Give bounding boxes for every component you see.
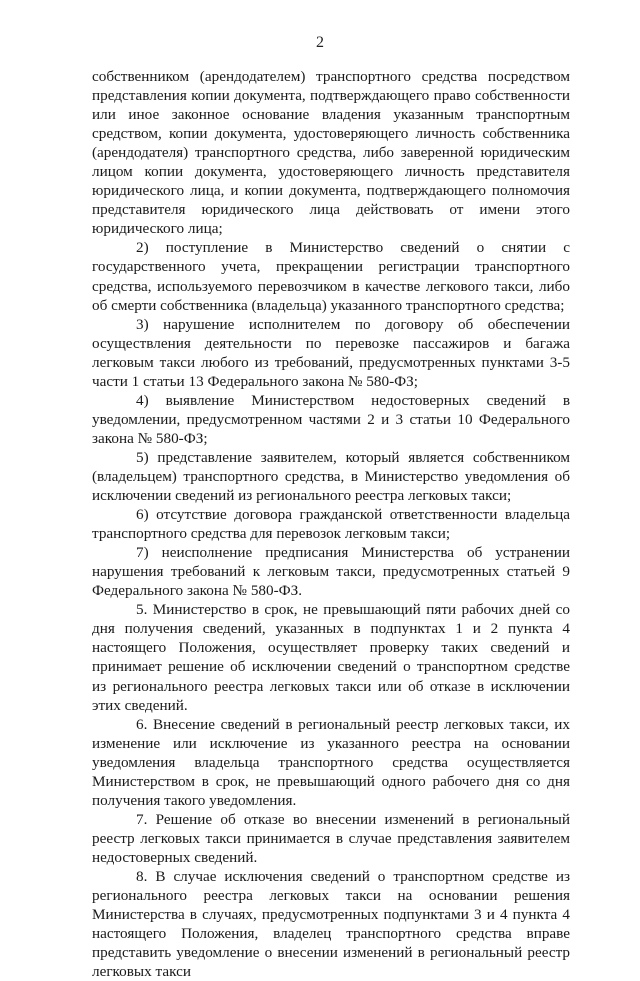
- document-body: [92, 67, 570, 981]
- paragraph-item-4: 4) выявление Министерством недостоверных сведений в уведомлении, предусмотренном частями 2 и 3 статьи 10 Федерального закона № 580-ФЗ;: [92, 391, 570, 447]
- paragraph-continuation: собственником (арендодателем) транспортного средства посредством представления копии документа, подтверждающего право собственности или иное законное основание владения указанным транспортным средством, копии документа, удостоверяющего личность собственника (арендодателя) транспортного средства, либо заверенной юридическим лицом копии документа, удостоверяющего личность представителя юридического лица, и копии документа, подтверждающего полномочия представителя юридического лица действовать от имени этого юридического лица;: [92, 68, 570, 238]
- paragraph-clause-5: 5. Министерство в срок, не превышающий пяти рабочих дней со дня получения сведений, указанных в подпунктах 1 и 2 пункта 4 настоящего Положения, осуществляет проверку таких сведений и принимает решение об исключении сведений о транспортном средстве из регионального реестра легковых такси или об отказе в исключении этих сведений.: [92, 601, 570, 714]
- paragraph-clause-6: 6. Внесение сведений в региональный реестр легковых такси, их изменение или исключение из указанного реестра на основании уведомления владельца транспортного средства осуществляется Министерством в срок, не превышающий одного рабочего дня со дня получения такого уведомления.: [92, 715, 570, 809]
- paragraph-item-5: 5) представление заявителем, который является собственником (владельцем) транспортного средства, в Министерство уведомления об исключении сведений из регионального реестра легковых такси;: [92, 448, 570, 505]
- paragraph-item-2: 2) поступление в Министерство сведений о снятии с государственного учета, прекращении регистрации транспортного средства, используемого перевозчиком в качестве легкового такси, либо об смерти собственника (владельца) указанного транспортного средства;: [92, 239, 570, 314]
- paragraph-item-3: 3) нарушение исполнителем по договору об обеспечении осуществления деятельности по перевозке пассажиров и багажа легковым такси любого из требований, предусмотренных пунктами 3-5 части 1 статьи 13 Федерального закона № 580-ФЗ;: [92, 315, 570, 390]
- paragraph-item-7: 7) неисполнение предписания Министерства об устранении нарушения требований к легковым такси, предусмотренных статьей 9 Федерального закона № 580-ФЗ.: [92, 544, 570, 600]
- paragraph-item-6: 6) отсутствие договора гражданской ответственности владельца транспортного средства для перевозок легковым такси;: [92, 506, 570, 543]
- page-number: 2: [316, 34, 324, 51]
- paragraph-clause-8: 8. В случае исключения сведений о транспортном средстве из регионального реестра легковых такси на основании решения Министерства в случаях, предусмотренных подпунктами 3 и 4 пункта 4 настоящего Положения, владелец транспортного средства вправе представить уведомление о внесении изменений в региональный реестр легковых такси: [92, 867, 570, 981]
- paragraph-clause-7: 7. Решение об отказе во внесении изменений в региональный реестр легковых такси принимается в случае представления заявителем недостоверных сведений.: [92, 810, 570, 866]
